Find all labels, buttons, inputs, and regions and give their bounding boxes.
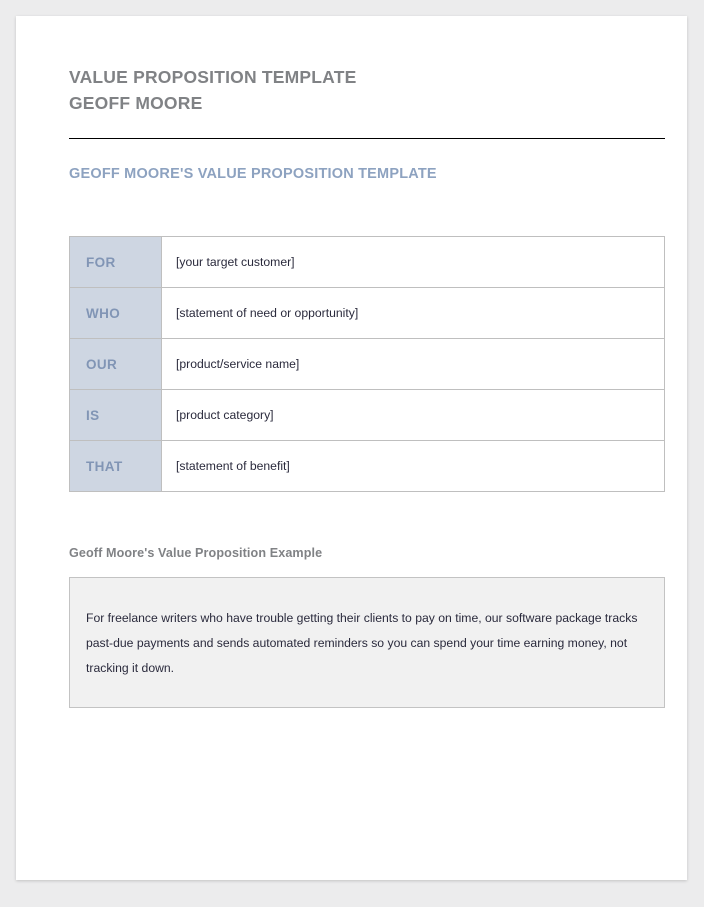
document-title-line-2: GEOFF MOORE xyxy=(69,93,203,114)
example-paragraph: For freelance writers who have trouble getting their clients to pay on time, our software package tracks past-due payments and sends automated reminders so you can spend your time earning money, not tracking it down. xyxy=(86,611,638,675)
table-row-label: WHO xyxy=(70,288,162,339)
table-row xyxy=(70,441,665,492)
document-page xyxy=(16,16,687,880)
title-divider xyxy=(69,138,665,139)
table-row xyxy=(70,390,665,441)
example-heading: Geoff Moore's Value Proposition Example xyxy=(69,546,323,560)
table-row-value[interactable]: [statement of benefit] xyxy=(162,441,665,492)
table-body xyxy=(70,237,665,492)
table-row-value[interactable]: [statement of need or opportunity] xyxy=(162,288,665,339)
document-title-line-1: VALUE PROPOSITION TEMPLATE xyxy=(69,67,357,87)
table-row-label: OUR xyxy=(70,339,162,390)
example-box xyxy=(69,577,665,708)
table-row xyxy=(70,288,665,339)
table-row xyxy=(70,339,665,390)
table-row xyxy=(70,237,665,288)
table-row-value[interactable]: [product category] xyxy=(162,390,665,441)
table-row-value[interactable]: [your target customer] xyxy=(162,237,665,288)
document-title xyxy=(69,64,669,117)
value-proposition-table xyxy=(69,236,665,492)
table-row-label: THAT xyxy=(70,441,162,492)
table-row-value[interactable]: [product/service name] xyxy=(162,339,665,390)
table-row-label: IS xyxy=(70,390,162,441)
table-row-label: FOR xyxy=(70,237,162,288)
section-heading: GEOFF MOORE'S VALUE PROPOSITION TEMPLATE xyxy=(69,166,437,182)
